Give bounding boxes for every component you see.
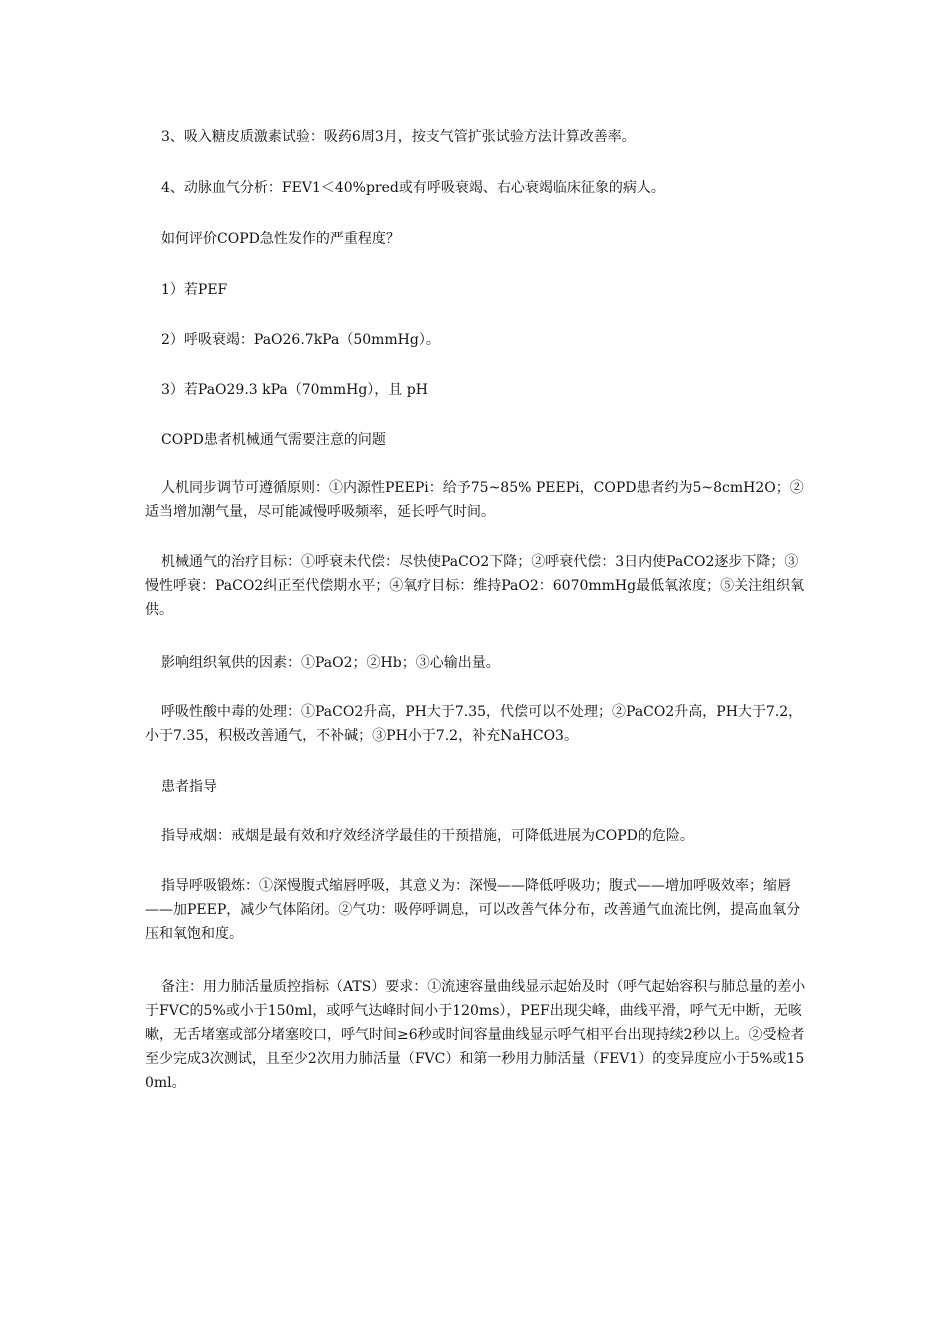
paragraph-breathing-exercise: 指导呼吸锻炼：①深慢腹式缩唇呼吸，其意义为：深慢——降低呼吸功；腹式——增加呼吸效率；缩唇——加PEEP，减少气体陷闭。②气功：吸停呼调息，可以改善气体分布，改善通气血流比例，提高血氧分压和氧饱和度。 [145, 878, 801, 942]
paragraph-smoking-cessation: 指导戒烟：戒烟是最有效和疗效经济学最佳的干预措施，可降低进展为COPD的危险。 [161, 828, 694, 844]
paragraph-respiratory-failure: 2）呼吸衰竭：PaO26.7kPa（50mmHg）。 [161, 332, 440, 348]
paragraph-oxygen-supply-factors: 影响组织氧供的因素：①PaO2；②Hb；③心输出量。 [161, 655, 500, 671]
paragraph-note-ats: 备注：用力肺活量质控指标（ATS）要求：①流速容量曲线显示起始及时（呼气起始容积与肺总量的差小于FVC的5%或小于150ml，或呼气达峰时间小于120ms），PEF出现尖峰，曲线平滑，呼气无中断，无咳嗽，无舌堵塞或部分堵塞咬口，呼气时间≥6秒或时间容量曲线显示呼气相平台出现持续2秒以上。②受检者至少完成3次测试，且至少2次用力肺活量（FVC）和第一秒用力肺活量（FEV1）的变异度应小于5%或150ml。 [145, 979, 806, 1091]
paragraph-ventilator-sync: 人机同步调节可遵循原则：①内源性PEEPi：给予75~85% PEEPi，COPD患者约为5~8cmH2O；②适当增加潮气量，尽可能减慢呼吸频率，延长呼气时间。 [145, 480, 804, 520]
paragraph-ics-trial: 3、吸入糖皮质激素试验：吸药6周3月，按支气管扩张试验方法计算改善率。 [161, 129, 636, 145]
paragraph-respiratory-acidosis: 呼吸性酸中毒的处理：①PaCO2升高，PH大于7.35，代偿可以不处理；②PaCO2升高，PH大于7.2，小于7.35，积极改善通气，不补碱；③PH小于7.2，补充NaHCO3。 [145, 704, 803, 744]
paragraph-ventilation-goals: 机械通气的治疗目标：①呼衰未代偿：尽快使PaCO2下降；②呼衰代偿：3日内使PaCO2逐步下降；③慢性呼衰：PaCO2纠正至代偿期水平；④氧疗目标：维持PaO2：6070mmHg最低氧浓度；⑤关注组织氧供。 [145, 554, 805, 618]
heading-mechanical-ventilation: COPD患者机械通气需要注意的问题 [161, 432, 386, 448]
paragraph-pao2-ph: 3）若PaO29.3 kPa（70mmHg），且 pH [161, 382, 428, 398]
heading-patient-guidance: 患者指导 [161, 779, 217, 795]
paragraph-blood-gas: 4、动脉血气分析：FEV1＜40%pred或有呼吸衰竭、右心衰竭临床征象的病人。 [161, 180, 665, 196]
heading-copd-severity: 如何评价COPD急性发作的严重程度？ [161, 231, 400, 247]
paragraph-pef: 1）若PEF [161, 282, 228, 298]
